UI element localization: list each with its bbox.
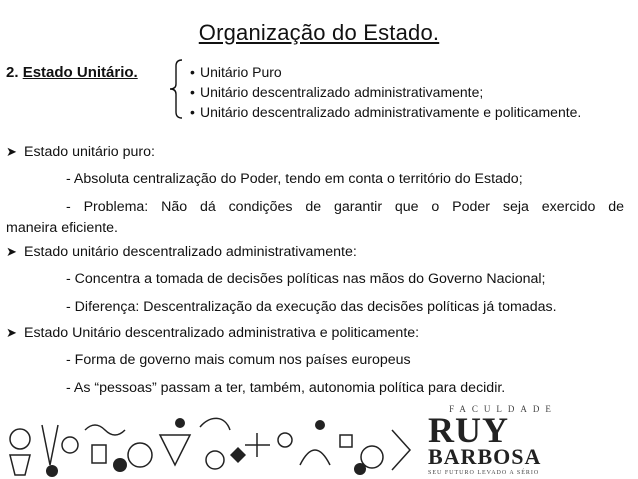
- logo-line-1: RUY: [428, 410, 509, 450]
- unitary-types-list: [190, 62, 581, 122]
- list-item: • Unitário descentralizado administrativamente;: [190, 84, 484, 100]
- sub-point: - As “pessoas” passam a ter, também, autonomia política para decidir.: [66, 380, 506, 396]
- logo-line-2: BARBOSA: [428, 444, 542, 469]
- brace-icon: [168, 58, 184, 120]
- slide-title: Organização do Estado.: [198, 20, 440, 45]
- bullet-heading: ➤ Estado Unitário descentralizado administrativa e politicamente:: [6, 324, 420, 341]
- section-number: 2.: [6, 64, 19, 81]
- section-label: Estado Unitário.: [22, 64, 138, 81]
- faculty-logo: [428, 404, 578, 476]
- bullet-icon: •: [190, 64, 195, 80]
- logo-tagline: SEU FUTURO LEVADO A SÉRIO: [428, 470, 540, 476]
- arrow-bullet-icon: ➤: [6, 143, 17, 159]
- list-item: • Unitário Puro: [190, 64, 282, 80]
- sub-point: - Diferença: Descentralização da execução das decisões políticas já tomadas.: [66, 299, 557, 315]
- slide-content: [6, 138, 624, 400]
- logo-top-text: FACULDADE: [449, 404, 557, 414]
- bullet-icon: •: [190, 104, 195, 120]
- list-item: • Unitário descentralizado administrativamente e politicamente.: [190, 104, 582, 120]
- bullet-heading: ➤ Estado unitário descentralizado administrativamente:: [6, 243, 357, 260]
- sub-point: - Concentra a tomada de decisões políticas nas mãos do Governo Nacional;: [66, 271, 546, 287]
- arrow-bullet-icon: ➤: [6, 243, 17, 259]
- sub-point: - Absoluta centralização do Poder, tendo em conta o território do Estado;: [66, 171, 523, 187]
- bullet-heading: ➤ Estado unitário puro:: [6, 143, 155, 160]
- section-heading: [6, 64, 138, 81]
- sub-point: - Forma de governo mais comum nos países europeus: [66, 352, 411, 368]
- bullet-icon: •: [190, 84, 195, 100]
- sub-point: - Problema: Não dá condições de garantir que o Poder seja exercido de: [66, 199, 624, 215]
- arrow-bullet-icon: ➤: [6, 324, 17, 340]
- sub-point-continuation: maneira eficiente.: [6, 220, 118, 236]
